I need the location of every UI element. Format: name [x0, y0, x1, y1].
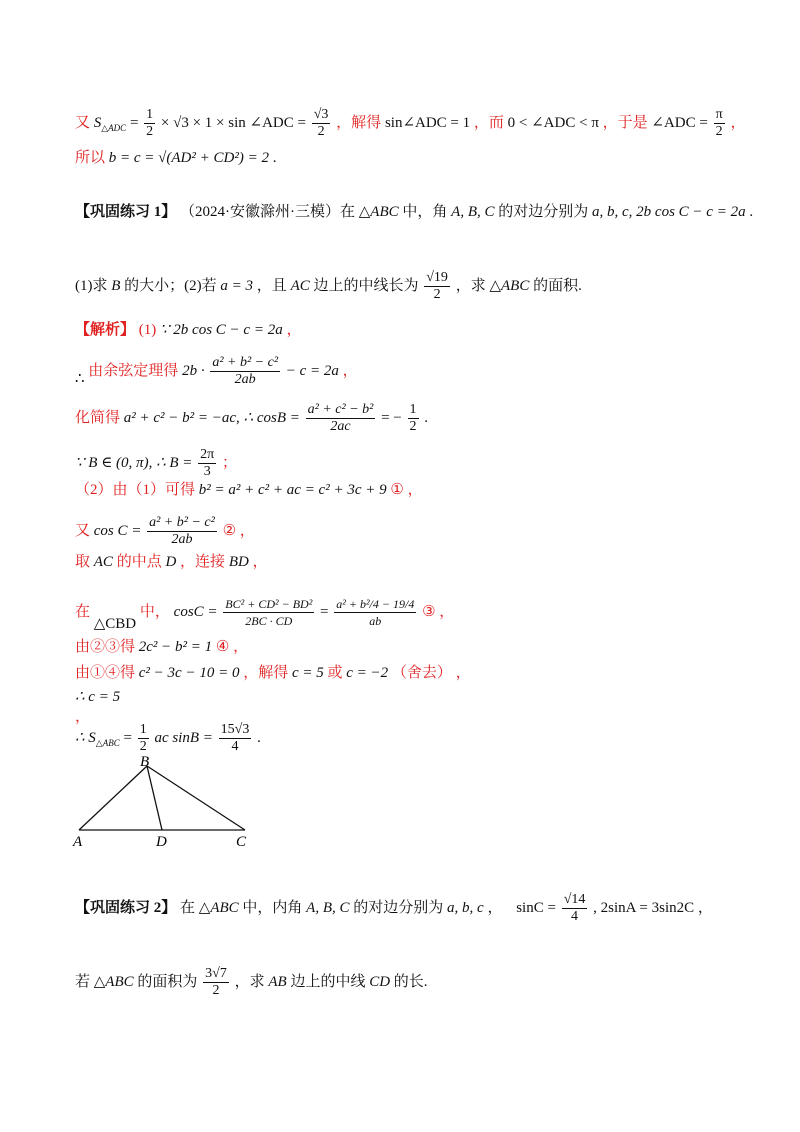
denominator: ab — [369, 614, 382, 628]
solution-line-1 — [75, 107, 745, 140]
fraction — [334, 596, 416, 629]
fraction — [424, 270, 450, 303]
circled-1: ① — [390, 482, 404, 498]
math: sinC = — [516, 899, 556, 916]
text: 中，内角 — [242, 899, 303, 916]
analysis-line-6 — [75, 515, 255, 548]
practice-tag: 【巩固练习 2】 — [75, 899, 177, 916]
text: ， — [487, 899, 503, 916]
math: b = c = √(AD² + CD²) = 2 — [108, 150, 269, 166]
text: (1)求 — [75, 277, 108, 294]
fraction — [306, 402, 376, 435]
denominator: 3 — [203, 464, 211, 479]
math: A, B, C — [306, 899, 350, 916]
math: a² + c² − b² = −ac, ∴ cosB = — [123, 409, 300, 426]
fraction — [144, 107, 155, 140]
text: 中， — [139, 603, 170, 620]
practice-2-statement — [75, 892, 713, 925]
text: 中，角 — [402, 204, 448, 220]
math: c² − 3c − 10 = 0 — [138, 665, 240, 681]
analysis-line-10 — [75, 663, 471, 683]
label-D: D — [156, 834, 167, 850]
analysis-line-5 — [75, 480, 423, 500]
math: − c = 2a — [285, 362, 339, 379]
denominator: 2 — [139, 739, 147, 754]
text: ，求 — [234, 973, 265, 990]
denominator: 2 — [317, 124, 325, 139]
text: ， — [439, 603, 455, 620]
text: ， — [233, 639, 249, 655]
text: ， — [730, 114, 746, 131]
denominator: 2 — [409, 419, 417, 434]
math-sub: △ADC — [101, 122, 127, 133]
text: ，解得 — [243, 665, 289, 681]
text: . — [749, 204, 754, 220]
text: ， — [697, 899, 713, 916]
triangle-figure — [70, 752, 260, 852]
text: ， — [286, 322, 302, 338]
numerator: 3√7 — [205, 966, 227, 981]
numerator: 1 — [146, 107, 154, 122]
math: = — [129, 114, 143, 131]
text: 的对边分别为 — [353, 899, 444, 916]
text: 取 — [75, 554, 91, 570]
denominator: 2ac — [330, 419, 351, 434]
text: 的中点 — [116, 554, 162, 570]
math: △ABC — [93, 973, 134, 990]
analysis-line-4 — [75, 447, 237, 480]
text: ， — [342, 362, 358, 379]
practice-1-question — [75, 270, 582, 303]
numerator: 1 — [409, 402, 417, 417]
text: 又 — [75, 522, 91, 539]
math: ∵ 2b cos C − c = 2a — [160, 322, 283, 338]
fraction — [223, 596, 314, 629]
fraction — [203, 966, 229, 999]
numerator: 15√3 — [220, 722, 250, 737]
text: （2）由（1）可得 — [75, 482, 196, 498]
numerator: a² + b²/4 − 19/4 — [336, 597, 415, 611]
analysis-line-12 — [75, 722, 261, 755]
numerator: π — [715, 107, 723, 122]
fraction — [219, 722, 252, 755]
math: × √3 × 1 × sin ∠ADC = — [160, 114, 306, 131]
numerator: a² + c² − b² — [307, 402, 374, 417]
denominator: 4 — [571, 909, 579, 924]
math: sin∠ADC = 1 — [384, 114, 471, 131]
denominator: 2 — [433, 287, 441, 302]
fraction — [147, 515, 217, 548]
text: 又 — [75, 114, 91, 131]
text: ，于是 — [602, 114, 648, 131]
text: ，求 — [455, 277, 486, 294]
practice-1-statement — [75, 202, 753, 222]
math: ∴ — [75, 370, 85, 387]
math: ∴ c = 5 — [75, 689, 121, 705]
text: 或 — [327, 665, 343, 681]
text: ，且 — [256, 277, 287, 294]
math: △ABC — [358, 204, 399, 220]
text: ， — [252, 554, 268, 570]
math: cosC = — [173, 603, 218, 620]
median-BD — [147, 766, 162, 830]
side-BC — [147, 766, 245, 830]
text: 的面积. — [533, 277, 582, 294]
text: 的对边分别为 — [498, 204, 589, 220]
text: ， — [75, 709, 91, 725]
text: ，而 — [473, 114, 504, 131]
circled-2: ② — [222, 522, 237, 539]
analysis-line-7 — [75, 552, 268, 572]
math: △ABC — [489, 277, 530, 294]
math: 0 < ∠ADC < π — [507, 114, 599, 131]
math: ∴ S — [75, 729, 96, 746]
text: 在 — [180, 899, 196, 916]
text: 边上的中线长为 — [313, 277, 419, 294]
math: = — [123, 729, 132, 746]
fraction — [198, 447, 216, 480]
math: △ABC — [198, 899, 239, 916]
numerator: √19 — [426, 270, 448, 285]
math-sub: △ABC — [95, 737, 120, 748]
text: 的大小；(2)若 — [124, 277, 217, 294]
practice-tag: 【巩固练习 1】 — [75, 204, 177, 220]
math: 2c² − b² = 1 — [138, 639, 213, 655]
text: 若 — [75, 973, 91, 990]
math: CD — [369, 973, 391, 990]
analysis-line-2 — [75, 355, 358, 389]
text: 的长. — [393, 973, 428, 990]
denominator: 2 — [715, 124, 723, 139]
side-AB — [79, 766, 147, 830]
text: ； — [221, 454, 237, 471]
fraction — [138, 722, 149, 755]
math: ac sinB = — [154, 729, 213, 746]
math: b² = a² + c² + ac = c² + 3c + 9 — [198, 482, 387, 498]
practice-2-question — [75, 966, 428, 999]
analysis-line-11 — [75, 687, 120, 727]
math: a, b, c, 2b cos C − c = 2a — [592, 204, 746, 220]
text: ，连接 — [180, 554, 226, 570]
circled-4: ④ — [215, 639, 230, 655]
numerator: √14 — [563, 892, 586, 907]
numerator: BC² + CD² − BD² — [225, 597, 313, 611]
numerator: √3 — [313, 107, 329, 122]
text: ， — [239, 522, 255, 539]
text: 化简得 — [75, 409, 121, 426]
denominator: 4 — [231, 739, 239, 754]
fraction — [210, 355, 280, 388]
math: c = 5 — [291, 665, 324, 681]
numerator: 2π — [200, 447, 215, 462]
denominator: 2ab — [234, 372, 256, 387]
fraction — [714, 107, 725, 140]
text: 的面积为 — [137, 973, 198, 990]
text: 由余弦定理得 — [88, 362, 179, 379]
math: ∵ B ∈ (0, π), ∴ B = — [75, 454, 193, 471]
numerator: a² + b² − c² — [212, 355, 279, 370]
math: S — [93, 114, 102, 131]
circled-3: ③ — [422, 603, 436, 620]
math: a, b, c — [447, 899, 484, 916]
fraction — [562, 892, 588, 925]
math: . — [424, 409, 429, 426]
text: 边上的中线 — [290, 973, 366, 990]
numerator: 1 — [139, 722, 147, 737]
math: A, B, C — [451, 204, 495, 220]
solution-line-2 — [75, 148, 276, 168]
denominator: 2BC · CD — [245, 614, 293, 628]
denominator: 2ab — [171, 532, 193, 547]
text: 在 — [75, 603, 91, 620]
denominator: 2 — [212, 983, 220, 998]
label-C: C — [236, 834, 247, 850]
text: （舍去） — [391, 665, 452, 681]
math: a = 3 — [220, 277, 254, 294]
text: ， — [455, 665, 471, 681]
analysis-line-1 — [75, 320, 301, 340]
text: 由①④得 — [75, 665, 136, 681]
math: BD — [228, 554, 249, 570]
text: 由②③得 — [75, 639, 136, 655]
math: D — [165, 554, 177, 570]
math: , 2sinA = 3sin2C — [593, 899, 695, 916]
fraction — [312, 107, 331, 140]
math: = − — [381, 409, 402, 426]
fraction — [408, 402, 419, 435]
source: （2024·安徽滁州·三模）在 — [180, 204, 356, 220]
math: . — [272, 150, 277, 166]
math: . — [257, 729, 261, 746]
analysis-line-8 — [75, 596, 454, 634]
math: AC — [290, 277, 310, 294]
analysis-line-9 — [75, 637, 248, 657]
math: AC — [93, 554, 113, 570]
math: 2b · — [182, 362, 205, 379]
math: △CBD — [93, 615, 137, 632]
text: (1) — [138, 322, 157, 338]
math: ∠ADC = — [651, 114, 708, 131]
text: 所以 — [75, 150, 106, 166]
analysis-line-3 — [75, 402, 428, 435]
label-A: A — [73, 834, 83, 850]
math: AB — [268, 973, 287, 990]
denominator: 2 — [146, 124, 154, 139]
math: = — [320, 603, 329, 620]
math: cos C = — [93, 522, 142, 539]
text: ， — [407, 482, 423, 498]
math: c = −2 — [346, 665, 389, 681]
math: B — [111, 277, 121, 294]
label-B: B — [140, 754, 150, 770]
analysis-tag: 【解析】 — [75, 322, 136, 338]
numerator: a² + b² − c² — [149, 515, 215, 530]
text: ，解得 — [336, 114, 382, 131]
